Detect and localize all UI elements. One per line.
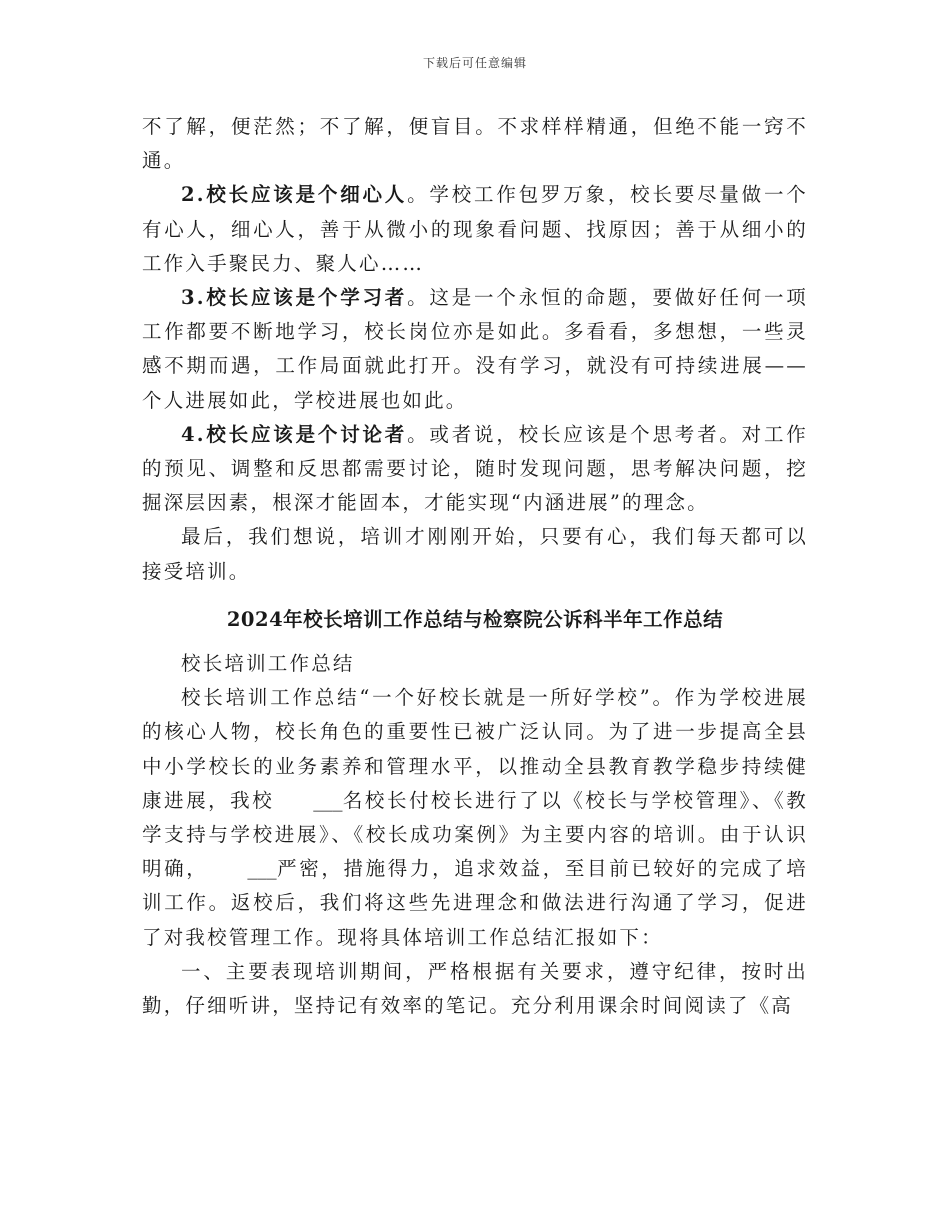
subsection-heading: 校长培训工作总结 bbox=[181, 652, 355, 676]
point-4-text: 。或者说，校长应该是个思考者。对工作的预见、调整和反思都需要讨论，随时发现问题，思考解决问题，挖掘深层因素，根深才能固本，才能实现“内涵进展”的理念。 bbox=[142, 422, 808, 515]
paragraph-intro bbox=[142, 681, 808, 955]
document-body bbox=[142, 110, 808, 1023]
paragraph-point-2 bbox=[142, 178, 808, 281]
paragraph-point-4 bbox=[142, 418, 808, 521]
blank-field-2: ___ bbox=[247, 857, 277, 881]
running-header: 下载后可任意编辑 bbox=[422, 56, 527, 70]
point-2-text: 。学校工作包罗万象，校长要尽量做一个有心人，细心人，善于从微小的现象看问题、找原因；善于从细小的工作入手聚民力、聚人心…… bbox=[142, 183, 808, 275]
point-3-heading: 3.校长应该是个学习者 bbox=[181, 286, 408, 310]
intro-text-a: 校长培训工作总结“一个好校长就是一所好学校”。作为学校进展的核心人物，校长角色的重要性已被广泛认同。为了进一步提高全县中小学校长的业务素养和管理水平，以推动全县教育教学稳步持续健康进展，我校 bbox=[142, 686, 808, 812]
paragraph-continued: 不了解，便茫然；不了解，便盲目。不求样样精通，但绝不能一窍不通。 bbox=[142, 115, 808, 173]
blank-field-1: ___ bbox=[313, 788, 343, 812]
intro-text-b: 名校长付校长进行了以《校长与学校管理》、《教学支持与学校进展》、《校长成功案例》为主要内容的培训。由于认识明确， bbox=[142, 788, 809, 881]
paragraph-closing: 最后，我们想说，培训才刚刚开始，只要有心，我们每天都可以接受培训。 bbox=[142, 525, 808, 583]
point-3-text: 。这是一个永恒的命题，要做好任何一项工作都要不断地学习，校长岗位亦是如此。多看看，多想想，一些灵感不期而遇，工作局面就此打开。没有学习，就没有可持续进展——个人进展如此，学校进展也如此。 bbox=[142, 286, 808, 412]
intro-text-c: 严密，措施得力，追求效益，至目前已较好的完成了培训工作。返校后，我们将这些先进理念和做法进行沟通了学习，促进了对我校管理工作。现将具体培训工作总结汇报如下： bbox=[142, 857, 808, 949]
paragraph-section-one: 一、主要表现培训期间，严格根据有关要求，遵守纪律，按时出勤，仔细听讲，坚持记有效率的笔记。充分利用课余时间阅读了《高 bbox=[142, 959, 808, 1018]
point-2-heading: 2.校长应该是个细心人 bbox=[181, 183, 408, 207]
point-4-heading: 4.校长应该是个讨论者 bbox=[181, 422, 408, 446]
paragraph-point-3 bbox=[142, 281, 808, 418]
section-title: 2024年校长培训工作总结与检察院公诉科半年工作总结 bbox=[226, 607, 724, 631]
